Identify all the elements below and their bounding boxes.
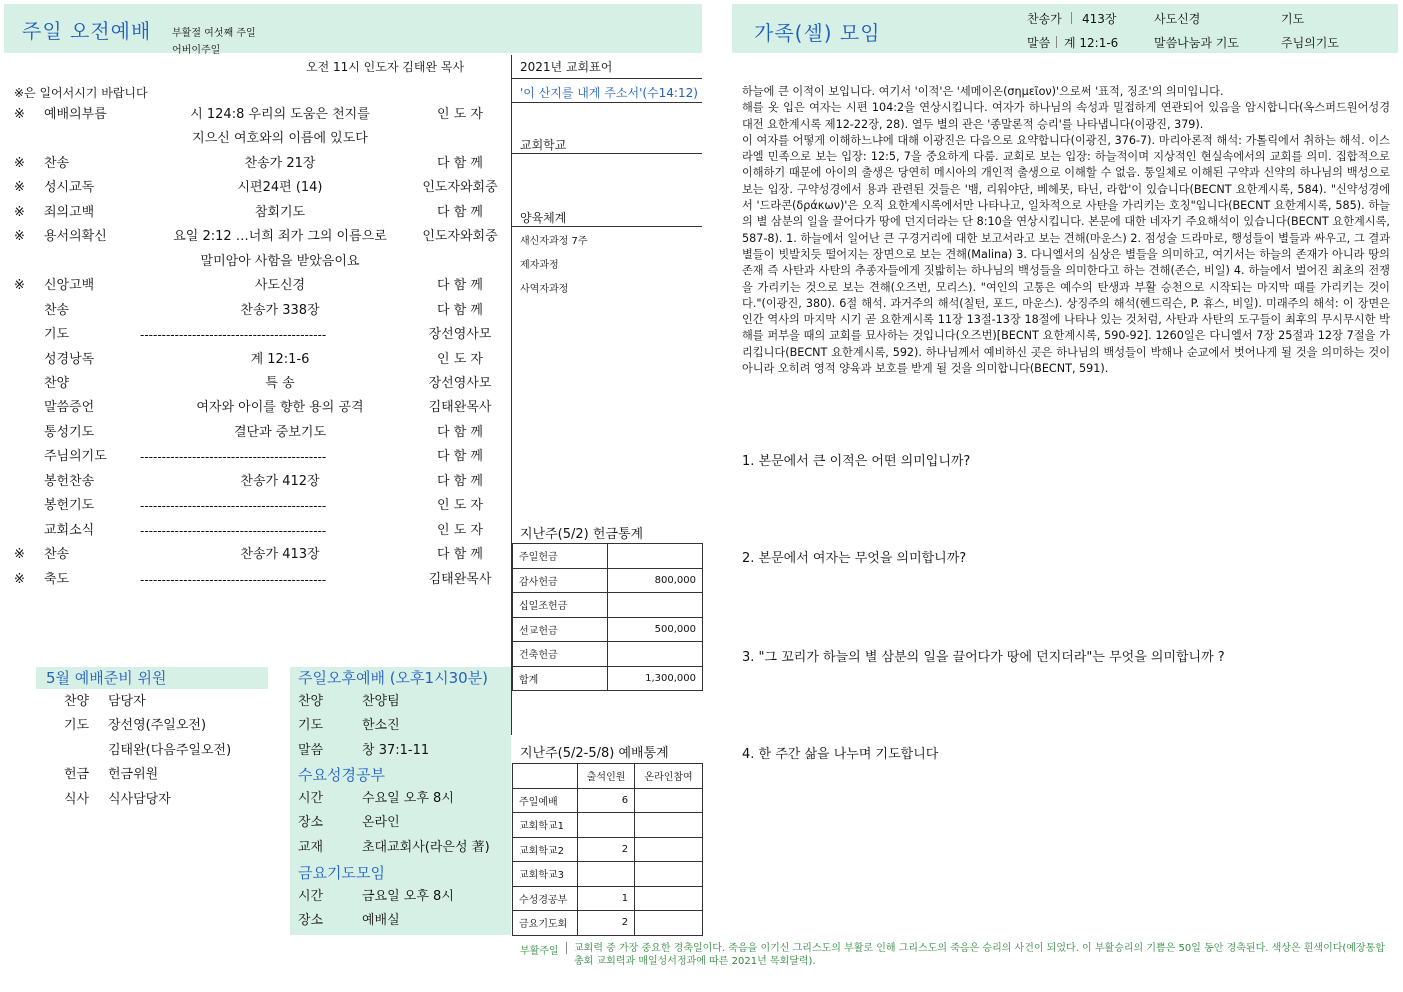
order-item-name: 예배의부름 xyxy=(44,107,107,122)
prayer-label: 기도 xyxy=(1281,12,1305,26)
order-row xyxy=(0,299,505,323)
order-of-worship xyxy=(0,103,510,593)
training-item-1: 새신자과정 7주 xyxy=(520,236,588,247)
stand-mark: ※ xyxy=(14,547,25,563)
prep-role: 식사 xyxy=(64,791,90,807)
order-row xyxy=(0,323,505,347)
order-item-leader: 다 함 께 xyxy=(437,473,483,489)
left-header-sub2: 어버이주일 xyxy=(172,45,221,56)
attendance-row xyxy=(513,886,703,911)
offering-name: 주일헌금 xyxy=(513,544,608,569)
prep-row xyxy=(0,690,280,715)
friday-title: 금요기도모임 xyxy=(298,864,385,882)
offering-name: 선교헌금 xyxy=(513,617,608,642)
order-row xyxy=(0,225,505,249)
prep-row xyxy=(0,739,280,764)
order-item-leader: 인도자와회중 xyxy=(422,229,498,245)
order-item-name: 찬양 xyxy=(44,375,70,391)
order-row xyxy=(0,250,505,274)
prep-person: 식사담당자 xyxy=(108,791,171,807)
order-item-leader: 인 도 자 xyxy=(437,107,483,122)
offering-row xyxy=(513,617,703,642)
order-item-leader: 다 함 께 xyxy=(437,204,483,220)
friday-row xyxy=(290,909,511,934)
attendance-header-online: 온라인참여 xyxy=(635,764,703,789)
offering-row xyxy=(513,642,703,667)
order-item-content: 말미암아 사함을 받았음이요 xyxy=(200,253,360,269)
prep-row xyxy=(0,763,280,788)
afternoon-key: 기도 xyxy=(298,718,324,734)
attendance-name: 교회학교3 xyxy=(513,862,578,887)
order-item-content: ------------------------------------------- xyxy=(140,523,327,538)
attendance-row xyxy=(513,862,703,887)
order-item-leader: 장선영사모 xyxy=(428,375,492,391)
order-row xyxy=(0,445,505,469)
prep-role: 기도 xyxy=(64,718,90,734)
order-item-name: 죄의고백 xyxy=(44,204,95,220)
order-item-content: ------------------------------------------- xyxy=(140,572,327,587)
stand-note: ※은 일어서시기 바랍니다 xyxy=(14,86,148,100)
prep-title: 5월 예배준비 위원 xyxy=(36,667,268,689)
order-item-leader: 인 도 자 xyxy=(437,498,483,514)
order-item-content: 찬송가 21장 xyxy=(244,155,316,171)
word-label: 말씀 xyxy=(1027,36,1051,50)
motto-text: '이 산지를 내게 주소서'(수14:12) xyxy=(520,86,698,100)
commentary xyxy=(742,84,1390,377)
afternoon-value: 찬양팀 xyxy=(362,694,400,709)
order-row xyxy=(0,274,505,298)
order-item-leader: 다 함 께 xyxy=(437,302,483,318)
prep-person: 장선영(주일오전) xyxy=(108,718,207,734)
order-item-content: 특 송 xyxy=(265,375,295,391)
footer-text: 교회력 중 가장 중요한 경축일이다. 죽음을 이기신 그리스도의 부활로 인해 그리스도의 죽음은 승리의 사건이 되었다. 이 부활승리의 기쁨은 50일 동안 경축된다. 색상은 흰색이다(예장통합 총회 교회력과 매일성서정과에 따른 2021년 목회달력). xyxy=(574,943,1385,967)
hymn-label: 찬송가 xyxy=(1027,12,1062,26)
prep-rows xyxy=(0,690,280,820)
order-item-name: 주님의기도 xyxy=(44,449,107,465)
order-item-content: 요일 2:12 …너희 죄가 그의 이름으로 xyxy=(173,229,387,245)
order-item-content: 시편24편 (14) xyxy=(237,180,323,196)
commentary-p3: 이 여자를 어떻게 이해하느냐에 대해 이광진은 다음으로 요약합니다(이광진, 376-7). 마리아론적 해석: 가톨릭에서 취하는 해석. 이스라엘 민족으로 보는 입장: 12:5, 7을 중요하게 다룸. 교회로 보는 입장: 하늘적이며 지상적인 현실속에서의 교회를 의미. 집합적으로 이해하기 때문에 아이의 출생은 당연히 메시아의 개인적 출생으로 이해할 수 없음. 통일체로 이해된 구약과 신약의 하나님의 백성으로 보는 입장. 구약성경에서 용과 관련된 것들은 '뱀, 리워야단, 베헤못, 타닌, 라합'이 있습니다(BECNT 요한계시록, 584). "신약성경에서 '드라콘(δράκων)'은 오직 요한계시록에서만 나타나고, 일차적으로 사탄을 가리키는 호칭"입니다(BECNT 요한계시록, 585). 하늘의 별 삼분의 일을 끌어다가 땅에 던지더라는 단 8:10을 연상시킵니다. 본문에 대한 네자기 주요해석이 있습니다(BECNT 요한계시록, 587-8). 1. 하늘에서 일어난 큰 구경거리에 대한 보고서라고 보는 견해(마운스) 2. 점성술 드라마로, 행성들이 별들과 싸우고, 그 결과 별들이 빗발치듯 떨어지는 장면으로 보는 견해(Malina) 3. 다니엘서의 심상은 별들을 의미하고, 여기서는 하늘의 존재가 아니라 땅의 존재 즉 사탄과 사탄의 추종자들에게 짓밟히는 하나님의 백성들을 의미한다고 하는 견해(존슨, 비일) 4. 하늘에서 벌어진 최초의 전쟁을 가리키는 것으로 보는 견해(오즈번, 모리스). "여인의 고통은 예수의 탄생과 부활 승천으로 시작되는 마지막 때를 가리키는 것이다."(이광진, 380). 6절 해석. 과거주의 해석(칠턴, 포드, 마운스). 상징주의 해석(헨드릭슨, P. 휴스, 비일). 미래주의 해석: 이 장면은 인간 역사의 마지막 시기 곧 요한계시록 11장 13절-13장 18절에 나타나 있는 것처럼, 사탄과 사탄의 도구들이 최후의 무시무시한 박해를 퍼부을 때의 교회를 묘사하는 것입니다(오즈번)[BECNT 요한계시록, 590-92]. 1260일은 다니엘서 7장 25절과 12장 7절을 가리킵니다(BECNT 요한계시록, 592). 하나님께서 예비하신 곳은 하나님의 백성들이 박해나 순교에서 벗어나게 될 것을 의미하는 것이 아니라 오히려 영적 양육과 보호를 받게 될 것을 의미합니다(BECNT, 591). xyxy=(742,133,1390,376)
order-item-name: 성경낭독 xyxy=(44,351,95,367)
afternoon-value: 한소진 xyxy=(362,718,400,734)
offering-row xyxy=(513,593,703,618)
order-item-content: 사도신경 xyxy=(254,278,306,294)
wednesday-row xyxy=(290,787,511,812)
offering-name: 감사헌금 xyxy=(513,568,608,593)
attendance-row xyxy=(513,813,703,838)
afternoon-key: 말씀 xyxy=(298,742,324,758)
attendance-name: 교회학교2 xyxy=(513,837,578,862)
question-3: 3. "그 꼬리가 하늘의 별 삼분의 일을 끌어다가 땅에 던지더라"는 무엇을 의미합니까 ? xyxy=(742,650,1225,665)
attendance-name: 금요기도회 xyxy=(513,911,578,936)
afternoon-value: 창 37:1-11 xyxy=(362,742,430,758)
attendance-name: 교회학교1 xyxy=(513,813,578,838)
friday-value: 금요일 오후 8시 xyxy=(362,889,454,904)
commentary-p1: 하늘에 큰 이적이 보입니다. 여기서 '이적'은 '세메이온(σημεῖον)'으로써 '표적, 징조'의 의미입니다. xyxy=(742,85,1224,98)
motto-line-2 xyxy=(512,102,702,103)
question-2: 2. 본문에서 여자는 무엇을 의미합니까? xyxy=(742,551,967,566)
attendance-corner xyxy=(513,764,578,789)
attendance-online xyxy=(635,862,703,887)
question-1: 1. 본문에서 큰 이적은 어떤 의미입니까? xyxy=(742,454,971,469)
left-header-title: 주일 오전예배 xyxy=(22,19,152,43)
order-item-name: 찬송 xyxy=(44,302,70,318)
order-item-leader: 다 함 께 xyxy=(437,449,483,465)
stand-mark: ※ xyxy=(14,107,25,122)
order-row xyxy=(0,494,505,518)
service-info: 오전 11시 인도자 김태완 목사 xyxy=(306,60,465,74)
attendance-online xyxy=(635,813,703,838)
afternoon-row xyxy=(290,714,511,739)
order-row xyxy=(0,421,505,445)
right-header-title: 가족(셀) 모임 xyxy=(754,21,881,45)
attendance-table xyxy=(512,763,703,936)
order-item-content: 찬송가 412장 xyxy=(240,473,320,489)
order-item-content: 참회기도 xyxy=(254,204,306,220)
offering-amount: 500,000 xyxy=(608,617,703,642)
stand-mark: ※ xyxy=(14,229,25,245)
order-row xyxy=(0,543,505,567)
prep-person: 헌금위원 xyxy=(108,767,159,783)
afternoon-row xyxy=(290,690,511,715)
order-row xyxy=(0,396,505,420)
stand-mark: ※ xyxy=(14,155,25,171)
wednesday-value: 온라인 xyxy=(362,815,400,831)
motto-label: 2021년 교회표어 xyxy=(520,60,613,74)
attendance-title: 지난주(5/2-5/8) 예배통계 xyxy=(520,746,669,761)
attendance-header-present: 출석인원 xyxy=(578,764,635,789)
order-item-leader: 인도자와회중 xyxy=(422,180,498,196)
afternoon-key: 찬양 xyxy=(298,694,324,709)
prep-role: 찬양 xyxy=(64,694,90,709)
wednesday-key: 장소 xyxy=(298,815,324,831)
attendance-header-row xyxy=(513,764,703,789)
order-item-content: 시 124:8 우리의 도움은 천지를 xyxy=(190,107,370,122)
offering-amount: 1,300,000 xyxy=(608,666,703,691)
attendance-online xyxy=(635,837,703,862)
stand-mark: ※ xyxy=(14,180,25,196)
order-item-name: 신앙고백 xyxy=(44,278,95,294)
attendance-online xyxy=(635,788,703,813)
order-row xyxy=(0,152,505,176)
stand-mark: ※ xyxy=(14,571,25,587)
attendance-present xyxy=(578,862,635,887)
order-item-content: ------------------------------------------- xyxy=(140,499,327,514)
attendance-online xyxy=(635,911,703,936)
prep-role: 헌금 xyxy=(64,767,90,783)
order-item-leader: 다 함 께 xyxy=(437,547,483,563)
commentary-p2: 해를 옷 입은 여자는 시편 104:2을 연상시킵니다. 여자가 하나님의 속성과 밀접하게 연관되어 있음을 암시합니다(옥스퍼드원어성경대전 요한계시록 제12-22장, 28). 열두 별의 관은 '종말론적 승리'를 나타냅니다(이광진, 379). xyxy=(742,101,1390,131)
order-item-content: 찬송가 413장 xyxy=(240,547,320,563)
order-item-name: 찬송 xyxy=(44,155,70,171)
order-item-leader: 다 함 께 xyxy=(437,278,483,294)
friday-row xyxy=(290,885,511,910)
order-item-content: 결단과 중보기도 xyxy=(233,424,327,440)
attendance-name: 수성경공부 xyxy=(513,886,578,911)
footer-label: 부활주일 xyxy=(520,946,559,957)
order-row xyxy=(0,568,505,592)
offering-amount xyxy=(608,593,703,618)
attendance-present: 2 xyxy=(578,837,635,862)
prep-row xyxy=(0,788,280,813)
friday-value: 예배실 xyxy=(362,913,400,929)
order-item-leader: 인 도 자 xyxy=(437,522,483,538)
order-item-leader: 다 함 께 xyxy=(437,424,483,440)
offering-row xyxy=(513,666,703,691)
friday-key: 장소 xyxy=(298,913,324,929)
order-row xyxy=(0,127,505,151)
hymn-sep xyxy=(1071,12,1072,24)
order-item-name: 기도 xyxy=(44,327,70,343)
order-row xyxy=(0,201,505,225)
order-item-content: 지으신 여호와의 이름에 있도다 xyxy=(192,131,368,147)
attendance-present: 6 xyxy=(578,788,635,813)
order-row xyxy=(0,176,505,200)
attendance-present: 2 xyxy=(578,911,635,936)
training-label: 양육체계 xyxy=(520,211,567,225)
training-item-2: 제자과정 xyxy=(520,260,559,271)
wednesday-value: 수요일 오후 8시 xyxy=(362,791,454,806)
order-item-leader: 다 함 께 xyxy=(437,155,483,171)
creed: 사도신경 xyxy=(1154,12,1201,26)
offering-table xyxy=(512,543,703,691)
motto-line xyxy=(512,78,702,79)
attendance-present: 1 xyxy=(578,886,635,911)
left-header-band xyxy=(4,4,702,56)
wednesday-row xyxy=(290,836,511,861)
offering-row xyxy=(513,568,703,593)
order-item-content: 계 12:1-6 xyxy=(250,351,310,367)
offering-name: 건축헌금 xyxy=(513,642,608,667)
order-item-name: 통성기도 xyxy=(44,424,95,440)
left-header-sub1: 부활절 여섯째 주일 xyxy=(172,28,256,39)
prep-person: 담당자 xyxy=(108,694,146,709)
attendance-row xyxy=(513,788,703,813)
offering-row xyxy=(513,544,703,569)
prep-person: 김태완(다음주일오전) xyxy=(108,742,232,758)
attendance-present xyxy=(578,813,635,838)
offering-amount: 800,000 xyxy=(608,568,703,593)
hymn-number: 413장 xyxy=(1082,12,1117,26)
afternoon-title: 주일오후예배 (오후1시30분) xyxy=(298,669,489,687)
order-item-content: 여자와 아이를 향한 용의 공격 xyxy=(196,400,364,416)
prep-row xyxy=(0,714,280,739)
training-line xyxy=(512,226,702,227)
order-item-name: 성시교독 xyxy=(44,180,95,196)
order-item-leader: 김태완목사 xyxy=(428,571,492,587)
offering-amount xyxy=(608,642,703,667)
stand-mark: ※ xyxy=(14,278,25,294)
wednesday-key: 시간 xyxy=(298,791,324,806)
stand-mark: ※ xyxy=(14,204,25,220)
wednesday-key: 교재 xyxy=(298,839,324,855)
attendance-row xyxy=(513,911,703,936)
wednesday-title: 수요성경공부 xyxy=(298,766,385,784)
word-sep xyxy=(1056,36,1057,48)
footer-divider xyxy=(566,942,567,954)
order-item-leader: 인 도 자 xyxy=(437,351,483,367)
lords-prayer: 주님의기도 xyxy=(1281,36,1339,50)
order-item-leader: 장선영사모 xyxy=(428,327,492,343)
order-item-content: ------------------------------------------- xyxy=(140,450,327,465)
offering-title: 지난주(5/2) 헌금통계 xyxy=(520,527,644,542)
school-label: 교회학교 xyxy=(520,138,567,152)
order-item-name: 축도 xyxy=(44,571,70,587)
training-item-3: 사역자과정 xyxy=(520,284,569,295)
word-ref: 계 12:1-6 xyxy=(1064,36,1119,50)
afternoon-row xyxy=(290,739,511,764)
order-item-content: 찬송가 338장 xyxy=(240,302,320,318)
order-item-name: 말씀증언 xyxy=(44,400,95,416)
order-row xyxy=(0,348,505,372)
order-item-name: 찬송 xyxy=(44,547,70,563)
order-item-leader: 김태완목사 xyxy=(428,400,492,416)
school-line xyxy=(512,153,702,154)
attendance-row xyxy=(513,837,703,862)
attendance-name: 주일예배 xyxy=(513,788,578,813)
order-item-name: 교회소식 xyxy=(44,522,95,538)
wednesday-row xyxy=(290,811,511,836)
share: 말씀나눔과 기도 xyxy=(1154,36,1239,50)
friday-key: 시간 xyxy=(298,889,324,904)
offering-amount xyxy=(608,544,703,569)
order-row xyxy=(0,372,505,396)
order-item-name: 용서의확신 xyxy=(44,229,107,245)
offering-name: 십일조헌금 xyxy=(513,593,608,618)
order-row xyxy=(0,519,505,543)
order-item-name: 봉헌찬송 xyxy=(44,473,95,489)
question-4: 4. 한 주간 삶을 나누며 기도합니다 xyxy=(742,747,939,762)
attendance-online xyxy=(635,886,703,911)
right-header-band xyxy=(732,4,1398,53)
order-row xyxy=(0,103,505,127)
order-row xyxy=(0,470,505,494)
order-item-content: ------------------------------------------- xyxy=(140,328,327,343)
wednesday-value: 초대교회사(라은성 著) xyxy=(362,839,490,855)
order-item-name: 봉헌기도 xyxy=(44,498,95,514)
offering-name: 합계 xyxy=(513,666,608,691)
